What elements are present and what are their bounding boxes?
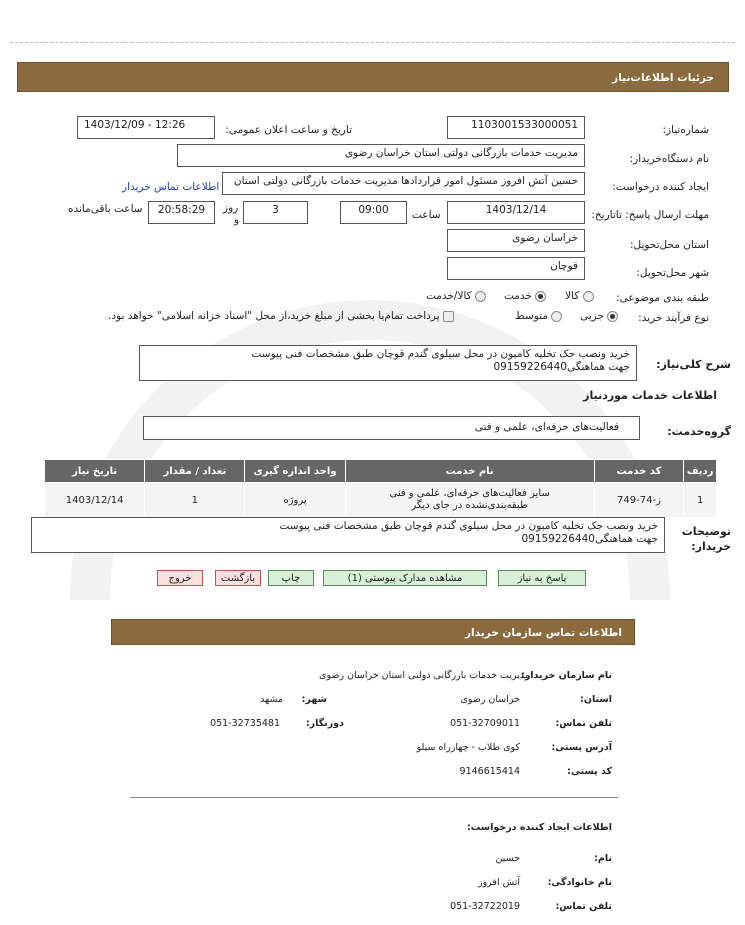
payment-note: پرداخت تمام‌یا بخشی از مبلغ خرید،از محل "اسناد خزانه اسلامی" خواهد بود. <box>108 310 440 322</box>
province-value: خراسان رضوی <box>512 232 578 244</box>
address-label: آدرس پستی: <box>551 742 612 753</box>
payment-option[interactable] <box>108 310 454 322</box>
creator-phone-value: 051-32722019 <box>450 901 520 912</box>
process-option-medium[interactable] <box>515 310 562 322</box>
buyer-notes-label <box>682 524 731 554</box>
cell-date: 1403/12/14 <box>45 483 145 518</box>
exit-button[interactable]: خروج <box>157 570 203 586</box>
deadline-time-value: 09:00 <box>358 204 389 216</box>
process-small-label: جزیی <box>580 310 604 322</box>
province-field <box>447 229 585 252</box>
category-goods-label: کالا <box>565 290 580 302</box>
buyer-notes-line-1: خرید ونصب جک تخلیه کامیون در محل سیلوی گندم قوچان طبق مشخصات فنی پیوست <box>279 520 658 532</box>
process-medium-label: متوسط <box>515 310 548 322</box>
creator-field <box>222 172 585 195</box>
address-value: کوی طلاب - چهارراه سیلو <box>416 742 520 753</box>
creator-contact-title: اطلاعات ایجاد کننده درخواست: <box>466 822 612 833</box>
deadline-date-field <box>447 201 585 224</box>
buyer-notes-box <box>31 517 665 553</box>
days-field <box>243 201 308 224</box>
announce-field <box>77 116 215 139</box>
contact-divider <box>130 797 618 798</box>
creator-value: حسین آتش افروز مسئول امور قراردادها مدیریت خدمات بازرگانی دولتی استان <box>233 175 578 187</box>
buyer-notes-line-2: جهت هماهنگی09159226440 <box>521 533 658 545</box>
category-service-radio[interactable] <box>535 291 546 302</box>
buyer-org-label: نام دستگاه‌خریدار: <box>629 153 709 165</box>
phone-value: 051-32709011 <box>450 718 520 729</box>
category-goods-radio[interactable] <box>583 291 594 302</box>
service-group-field <box>143 416 640 440</box>
creator-name-value: حسین <box>495 853 520 864</box>
city-field <box>447 257 585 280</box>
city-label: شهر محل‌تحویل: <box>636 267 709 279</box>
category-label: طبقه بندی موضوعی: <box>616 292 709 304</box>
announce-label: تاریخ و ساعت اعلان عمومی: <box>225 124 352 136</box>
buyer-org-value: مدیریت خدمات بازرگانی دولتی استان خراسان رضوی <box>344 147 578 159</box>
table-row <box>45 483 717 518</box>
category-option-both[interactable] <box>426 290 486 302</box>
payment-checkbox[interactable] <box>443 311 454 322</box>
summary-line-1: خرید ونصب جک تخلیه کامیون در محل سیلوی گندم قوچان طبق مشخصات فنی پیوست <box>251 348 630 360</box>
days-suffix: و <box>234 214 240 226</box>
summary-line-2: جهت هماهنگی09159226440 <box>493 361 630 373</box>
city-value: قوچان <box>550 260 578 272</box>
category-option-service[interactable] <box>504 290 546 302</box>
creator-label: ایجاد کننده درخواست: <box>612 181 709 193</box>
buyer-contact-title: اطلاعات تماس سازمان خریدار <box>465 627 622 639</box>
col-date: تاریخ نیاز <box>45 460 145 483</box>
creator-name-label: نام: <box>594 853 612 864</box>
remaining-time-field <box>148 201 215 224</box>
need-number-field <box>447 116 585 139</box>
print-button[interactable]: چاپ <box>268 570 314 586</box>
need-number-label: شماره‌نیاز: <box>662 124 709 136</box>
process-medium-radio[interactable] <box>551 311 562 322</box>
services-table-header <box>45 460 717 483</box>
cell-name-line-1: سایر فعالیت‌های حرفه‌ای، علمی و فنی <box>389 488 550 499</box>
buyer-notes-label-line-1: توضیحات <box>681 525 731 538</box>
province-label: استان محل‌تحویل: <box>629 239 709 251</box>
page-header-bar <box>17 62 729 92</box>
process-small-radio[interactable] <box>607 311 618 322</box>
fax-value: 051-32735481 <box>210 718 280 729</box>
col-qty: تعداد / مقدار <box>145 460 245 483</box>
back-button[interactable]: بازگشت <box>215 570 261 586</box>
deadline-date-value: 1403/12/14 <box>485 204 547 216</box>
page-title: جزئیات اطلاعات‌نیاز <box>612 72 714 84</box>
deadline-label: مهلت ارسال پاسخ: تاتاریخ: <box>591 209 709 221</box>
cell-qty: 1 <box>145 483 245 518</box>
buyer-contact-bar <box>111 619 635 645</box>
reply-button[interactable]: پاسخ به نیاز <box>498 570 586 586</box>
service-group-value: فعالیت‌های حرفه‌ای، علمی و فنی <box>474 421 619 433</box>
col-unit: واحد اندازه گیری <box>245 460 345 483</box>
org-label: نام سازمان خریدار: <box>521 670 612 681</box>
category-both-radio[interactable] <box>475 291 486 302</box>
process-label: نوع فرآیند خرید: <box>638 312 709 324</box>
services-section-title: اطلاعات خدمات موردنیاز <box>583 389 717 402</box>
process-option-small[interactable] <box>580 310 618 322</box>
cell-code: ز-74-749 <box>594 483 684 518</box>
cell-unit: پروژه <box>245 483 345 518</box>
col-row: ردیف <box>684 460 717 483</box>
cell-row: 1 <box>684 483 717 518</box>
cell-name <box>345 483 594 518</box>
days-label: روز <box>223 202 239 214</box>
top-divider <box>10 42 735 43</box>
postal-label: کد پستی: <box>567 766 612 777</box>
contact-province-label: استان: <box>580 694 612 705</box>
deadline-time-field <box>340 201 407 224</box>
contact-city-label: شهر: <box>301 694 327 705</box>
days-value: 3 <box>272 204 279 216</box>
phone-label: تلفن تماس: <box>555 718 612 729</box>
contact-city-value: مشهد <box>260 694 283 705</box>
need-number-value: 1103001533000051 <box>471 119 578 131</box>
fax-label: دورنگار: <box>305 718 344 729</box>
cell-name-line-2: طبقه‌بندی‌نشده در جای دیگر <box>411 500 528 511</box>
col-code: کد خدمت <box>594 460 684 483</box>
summary-label: شرح کلی‌نیاز: <box>656 358 731 371</box>
category-option-goods[interactable] <box>565 290 594 302</box>
postal-value: 9146615414 <box>459 766 520 777</box>
creator-phone-label: تلفن تماس: <box>555 901 612 912</box>
buyer-org-field <box>177 144 585 167</box>
remaining-time-value: 20:58:29 <box>157 204 206 216</box>
org-value: مدیریت خدمات بازرگانی دولتی استان خراسان رضوی <box>319 670 530 681</box>
category-service-label: خدمت <box>504 290 532 302</box>
announce-value: 1403/12/09 - 12:26 <box>84 119 186 131</box>
contact-province-value: خراسان رضوی <box>460 694 520 705</box>
creator-family-label: نام خانوادگی: <box>547 877 612 888</box>
col-name: نام خدمت <box>345 460 594 483</box>
services-table <box>44 459 717 518</box>
summary-box <box>139 345 637 381</box>
category-both-label: کالا/خدمت <box>426 290 472 302</box>
buyer-notes-label-line-2: خریدار: <box>691 540 731 553</box>
service-group-label: گروه‌خدمت: <box>667 425 731 438</box>
attachments-button[interactable]: مشاهده مدارک پیوستی (1) <box>323 570 487 586</box>
time-label: ساعت <box>412 209 441 221</box>
buyer-contact-link[interactable]: اطلاعات تماس خریدار <box>122 181 220 193</box>
creator-family-value: آتش افروز <box>477 877 520 888</box>
remaining-label: ساعت باقی‌مانده <box>68 203 143 215</box>
